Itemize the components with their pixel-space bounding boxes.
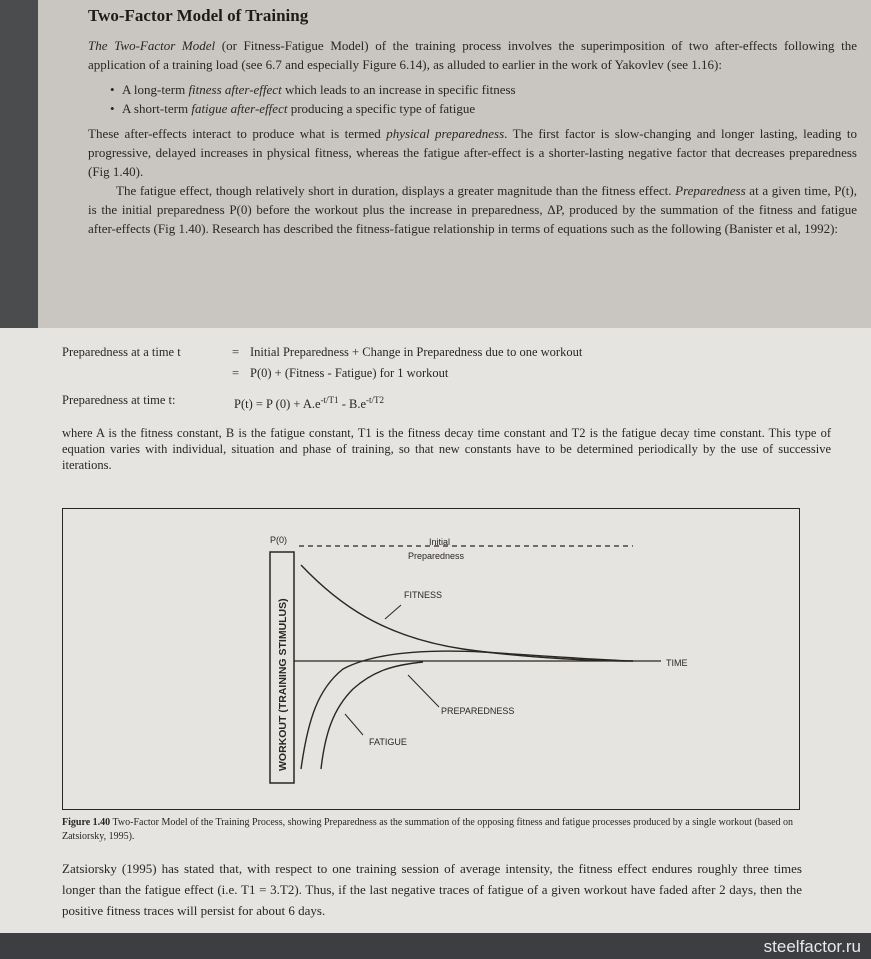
section-title: Two-Factor Model of Training [88, 6, 309, 25]
formula-part: P(t) = P (0) + A.e [234, 397, 321, 412]
fitness-curve [301, 565, 633, 661]
paragraph-text: The fatigue effect, though relatively short in duration, displays a greater magnitude than the fitness effect. [116, 183, 676, 198]
intro-paragraph [88, 36, 857, 74]
fitness-pointer [385, 605, 401, 619]
formula-exponent: -t/T2 [366, 395, 384, 405]
equation-label: Preparedness at time t: [62, 393, 176, 407]
list-item [122, 80, 857, 99]
equation-line-2 [62, 363, 831, 384]
paragraph-text: These after-effects interact to produce what is termed [88, 126, 387, 141]
list-item-text: producing a specific type of fatigue [287, 101, 476, 116]
closing-paragraph: Zatsiorsky (1995) has stated that, with respect to one training session of average intensity, the fitness effect endures roughly three times longer than the fatigue effect (i.e. T1 = 3.T2). Thus, if the last negative traces of fatigue of a given workout have faded after 2 days, then the positive fitness traces will persist for about 6 days. [62, 861, 802, 918]
paragraph-emphasis: Preparedness [675, 183, 746, 198]
formula-part: - B.e [338, 397, 366, 412]
paragraph-after-effects [88, 124, 857, 181]
fatigue-label: FATIGUE [369, 737, 407, 747]
paragraph-text: . The first factor is slow-changing and longer lasting, leading to progressive, delayed increases in physical fitness, whereas the fatigue after-effect is a shorter-lasting negative factor that decreases preparedness (Fig 1.40). [88, 126, 858, 179]
fitness-label: FITNESS [404, 590, 443, 600]
caption-number: Figure 1.40 [62, 817, 111, 828]
list-item [122, 99, 857, 118]
initial-label-2: Preparedness [408, 551, 465, 561]
figure-caption [62, 816, 800, 844]
formula-exponent: -t/T1 [320, 395, 339, 405]
equation-label-spacer [62, 363, 232, 384]
fatigue-curve [321, 662, 423, 769]
equation-formula [234, 390, 384, 415]
fitness-fatigue-diagram [63, 509, 798, 808]
paragraph-fatigue-effect [88, 181, 857, 238]
equation-rhs: Initial Preparedness + Change in Preparedness due to one workout [250, 345, 583, 359]
time-label: TIME [666, 658, 688, 668]
paragraph-text: at a given time, P(t), is the initial preparedness P(0) before the workout plus the increase in preparedness, ΔP, produced by the summation of the fitness and fatigue after-effects (Fig 1.40). Research has described the fitness-fatigue relationship in terms of equations such as the following (Banister et al, 1992): [88, 183, 858, 236]
list-item-text: A long-term [122, 82, 189, 97]
watermark: steelfactor.ru [763, 937, 861, 956]
y-axis-label: WORKOUT (TRAINING STIMULUS) [277, 598, 289, 771]
equation-line-1 [62, 342, 831, 363]
equation-line-3 [62, 390, 831, 415]
figure-box [62, 508, 800, 810]
fatigue-pointer [345, 714, 363, 735]
list-item-emphasis: fatigue after-effect [191, 101, 288, 116]
initial-label: Initial [429, 537, 451, 547]
bottom-strip [0, 933, 871, 959]
intro-model-name: The Two-Factor Model [88, 38, 216, 53]
equation-label: Preparedness at a time t [62, 345, 181, 359]
preparedness-label: PREPAREDNESS [441, 706, 515, 716]
p0-label: P(0) [270, 535, 288, 545]
caption-text: Two-Factor Model of the Training Process, showing Preparedness as the summation of the opposing fitness and fatigue processes produced by a single workout (based on Zatsiorsky, 1995). [62, 817, 794, 842]
after-effects-list [88, 80, 857, 118]
equation-explanation: where A is the fitness constant, B is the fatigue constant, T1 is the fitness decay time constant and T2 is the fatigue decay time constant. This type of equation varies with individual, situation and phase of training, so that new constants have to be determined periodically by the use of successive iterations. [62, 426, 831, 473]
intro-text: (or Fitness-Fatigue Model) of the training process involves the superimposition of two after-effects following the application of a training load (see 6.7 and especially Figure 6.14), as alluded to earlier in the work of Yakovlev (see 1.16): [88, 38, 858, 72]
page-shadow-edge [0, 0, 38, 328]
page-top-section [38, 0, 871, 328]
preparedness-pointer [408, 675, 439, 707]
equation-rhs: P(0) + (Fitness - Fatigue) for 1 workout [250, 366, 449, 380]
list-item-text: A short-term [122, 101, 192, 116]
list-item-emphasis: fitness after-effect [188, 82, 282, 97]
list-item-text: which leads to an increase in specific fitness [281, 82, 516, 97]
paragraph-emphasis: physical preparedness [386, 126, 505, 141]
equals-sign: = [232, 366, 240, 380]
equals-sign: = [232, 345, 240, 359]
